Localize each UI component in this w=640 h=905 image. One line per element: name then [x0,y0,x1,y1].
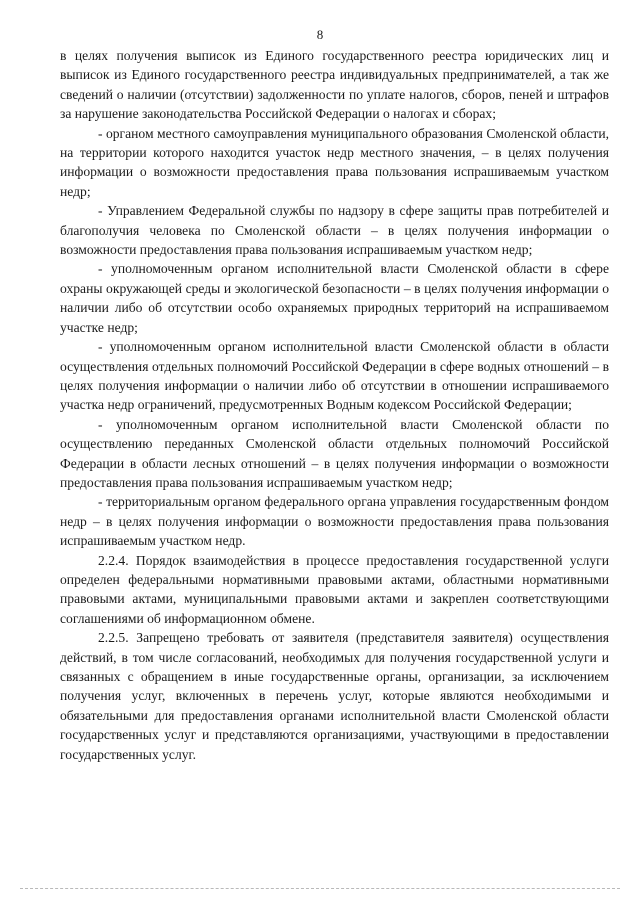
paragraph-subsoil-fund-authority: - территориальным органом федерального органа управления государственным фондом недр – в целях получения информации о возможности предоставления права пользования испрашиваемым участком недр. [60,494,609,549]
paragraph-water-relations-authority: - уполномоченным органом исполнительной власти Смоленской области в области осуществления отдельных полномочий Российской Федерации в сфере водных отношений – в целях получения информации о наличии либо об отсутствии в отношении испрашиваемого участка недр ограничений, предусмотренных Водным кодексом Российской Федерации; [60,339,609,413]
paragraph-section-2-2-5: 2.2.5. Запрещено требовать от заявителя (представителя заявителя) осуществления действий, в том числе согласований, необходимых для получения государственной услуги и связанных с обращением в иные государственные органы, организации, за исключением получения услуг, включенных в перечень услуг, которые являются необходимыми и обязательными для предоставления органами исполнительной власти Смоленской области государственных услуг и представляются организациями, участвующими в предоставлении государственных услуг. [60,630,609,762]
paragraph-local-government: - органом местного самоуправления муниципального образования Смоленской области, на территории которого находится участок недр местного значения, – в целях получения информации о возможности предоставления права пользования испрашиваемым участком недр; [60,125,609,199]
document-body [60,46,609,764]
paragraph-rospotrebnadzor: - Управлением Федеральной службы по надзору в сфере защиты прав потребителей и благополучия человека по Смоленской области – в целях получения информации о возможности предоставления права пользования испрашиваемым участком недр; [60,203,609,258]
page-number: 8 [316,27,324,42]
paragraph-forest-relations-authority: - уполномоченным органом исполнительной власти Смоленской области по осуществлению переданных Смоленской области отдельных полномочий Российской Федерации в области лесных отношений – в целях получения информации о возможности предоставления права пользования испрашиваемым участком недр; [60,416,609,490]
paragraph-section-2-2-4: 2.2.4. Порядок взаимодействия в процессе предоставления государственной услуги определен федеральными нормативными правовыми актами, областными нормативными правовыми актами, муниципальными правовыми актами и закреплен соответствующими соглашениями об информационном обмене. [60,552,609,626]
paragraph-environment-authority: - уполномоченным органом исполнительной власти Смоленской области в сфере охраны окружающей среды и экологической безопасности – в целях получения информации о наличии либо об отсутствии особо охраняемых природных территорий на испрашиваемом участке недр; [60,261,609,335]
paragraph-continuation: в целях получения выписок из Единого государственного реестра юридических лиц и выписок из Единого государственного реестра индивидуальных предпринимателей, а так же сведений о наличии (отсутствии) задолженности по уплате налогов, сборов, пеней и штрафов за нарушение законодательства Российской Федерации о налогах и сборах; [60,48,609,122]
footer-divider [20,888,620,889]
